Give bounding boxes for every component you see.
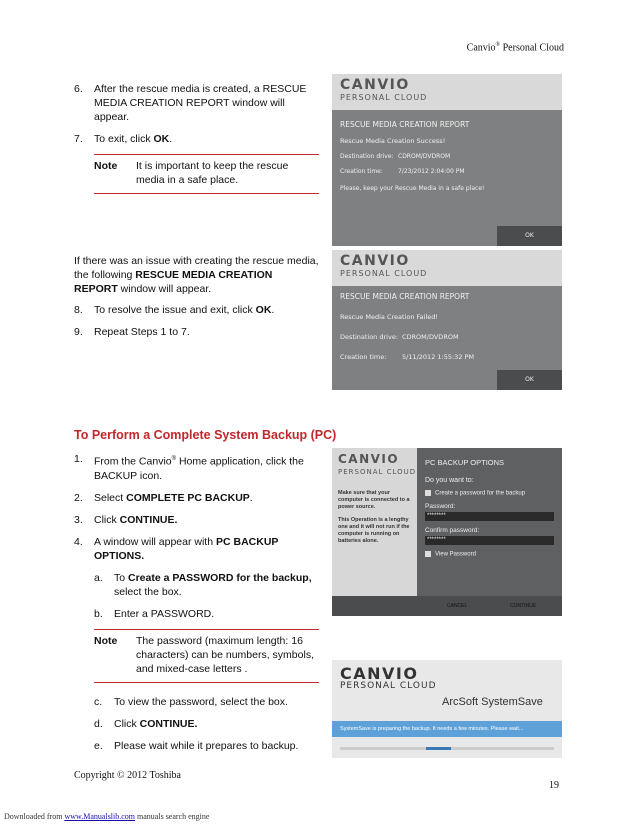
- logo-bar: [332, 74, 562, 110]
- sub-text-post: select the box.: [114, 585, 182, 598]
- rescue-success-screenshot: [332, 74, 562, 246]
- canvio-logo: [338, 452, 423, 488]
- dest-value: CDROM/DVDROM: [402, 333, 459, 341]
- copyright: Copyright © 2012 Toshiba: [74, 770, 181, 781]
- note-box: [94, 634, 319, 683]
- step-number: 6.: [74, 83, 83, 95]
- page-number: 19: [549, 780, 559, 791]
- step-text-post: Home application, click the BACKUP icon.: [94, 455, 304, 482]
- step-7: [74, 132, 319, 146]
- sub-number: a.: [94, 571, 103, 584]
- time-label: Creation time:: [340, 168, 383, 175]
- steps-block-2: [74, 254, 319, 347]
- sub-text: [114, 717, 197, 731]
- dest-row: [332, 333, 562, 341]
- canvio-logo: [340, 78, 427, 103]
- checkbox-icon: [425, 490, 431, 496]
- logo-line-1: CANVIO: [340, 77, 410, 93]
- ok-button[interactable]: OK: [497, 370, 562, 390]
- sub-text: [114, 571, 319, 599]
- logo-line-2: PERSONAL CLOUD: [340, 681, 437, 691]
- ok-button[interactable]: OK: [497, 226, 562, 246]
- create-password-checkbox[interactable]: [417, 484, 562, 497]
- sub-step-c: [94, 695, 319, 709]
- step-number: 9.: [74, 326, 83, 338]
- logo-bar: [332, 250, 562, 286]
- sub-text: Enter a PASSWORD.: [114, 607, 215, 620]
- rescue-failed-screenshot: [332, 250, 562, 390]
- header-brand: Canvio: [466, 42, 496, 54]
- step-number: 1.: [74, 453, 83, 465]
- sub-text-pre: To: [114, 571, 129, 584]
- sub-number: c.: [94, 695, 103, 708]
- logo-line-2: PERSONAL CLOUD: [340, 269, 428, 278]
- report-status: Rescue Media Creation Failed!: [340, 313, 438, 321]
- intro-bold: RESCUE MEDIA CREATION REPORT: [74, 269, 273, 295]
- step-number: 8.: [74, 304, 83, 316]
- step-text-bold: COMPLETE PC BACKUP: [126, 491, 250, 504]
- report-title: RESCUE MEDIA CREATION REPORT: [340, 120, 470, 129]
- checkbox-icon: [425, 551, 431, 557]
- step-text: [94, 535, 319, 563]
- report-title: RESCUE MEDIA CREATION REPORT: [340, 292, 470, 301]
- step-number: 7.: [74, 133, 83, 145]
- note-label: Note: [94, 160, 118, 172]
- logo-line-1: CANVIO: [338, 452, 400, 466]
- note-text: It is important to keep the rescue media in a safe place.: [136, 160, 289, 186]
- sub-step-d: [94, 717, 319, 731]
- sub-text-bold: CONTINUE.: [139, 717, 198, 730]
- cancel-button[interactable]: CANCEL: [447, 603, 468, 609]
- sub-step-b: [94, 607, 319, 621]
- note-text: The password (maximum length: 16 characters) can be numbers, symbols, and mixed-case letters .: [136, 634, 314, 675]
- view-password-label: View Password: [435, 551, 476, 558]
- sub-text-bold: Create a PASSWORD for the backup,: [128, 571, 312, 584]
- header-reg: ®: [495, 42, 501, 48]
- canvio-logo: [340, 666, 437, 691]
- arcsoft-brand: ArcSoft SystemSave: [442, 696, 543, 708]
- download-notice: [4, 812, 209, 821]
- preparing-message: SystemSave is preparing the backup. It needs a few minutes. Please wait...: [332, 721, 562, 737]
- power-message: Make sure that your computer is connected to a power source.: [338, 490, 410, 510]
- dest-label: Destination drive:: [340, 153, 394, 160]
- dest-label: Destination drive:: [340, 333, 399, 341]
- logo-line-2: PERSONAL CLOUD: [340, 93, 428, 102]
- button-bar: [332, 596, 562, 616]
- step-text-post: .: [249, 491, 253, 504]
- note-top-rule: [94, 154, 319, 155]
- sub-step-a: [94, 571, 319, 599]
- step-text-pre: To exit, click: [94, 133, 154, 145]
- continue-button[interactable]: CONTINUE: [510, 603, 537, 609]
- step-6: [74, 82, 319, 124]
- warning-panel: [332, 448, 417, 616]
- battery-message: This Operation is a lengthy one and it will not run if the computer is running on batteries alone.: [338, 517, 410, 544]
- step-1: [74, 452, 319, 483]
- step-text-post: .: [271, 304, 275, 316]
- steps-block-3: [74, 452, 319, 761]
- sub-number: e.: [94, 739, 103, 752]
- logo-line-2: PERSONAL CLOUD: [338, 468, 417, 476]
- step-text-bold: CONTINUE.: [119, 513, 178, 526]
- step-text: [94, 513, 319, 527]
- sub-number: d.: [94, 717, 103, 730]
- step-9: [74, 325, 319, 339]
- step-text-pre: Click: [94, 513, 120, 526]
- step-text: [94, 452, 319, 483]
- time-value: 5/11/2012 1:55:32 PM: [402, 353, 475, 361]
- step-text-pre: A window will appear with: [94, 535, 216, 548]
- confirm-password-label: Confirm password:: [425, 526, 480, 534]
- sub-text: To view the password, select the box.: [114, 695, 288, 708]
- dest-value: CDROM/DVDROM: [398, 153, 451, 160]
- time-row: [332, 168, 562, 175]
- password-input[interactable]: ********: [425, 512, 554, 521]
- step-text-post: .: [169, 133, 173, 145]
- step-text: [94, 132, 319, 146]
- sub-step-e: [94, 739, 319, 753]
- create-password-label: Create a password for the backup: [435, 490, 526, 497]
- step-text: Repeat Steps 1 to 7.: [94, 326, 190, 338]
- header-suffix: Personal Cloud: [500, 42, 564, 54]
- page-header: [467, 42, 564, 53]
- download-post: manuals search engine: [135, 812, 210, 821]
- step-text: [94, 491, 319, 505]
- confirm-password-input[interactable]: ********: [425, 536, 554, 545]
- options-question: Do you want to:: [425, 477, 474, 484]
- logo-line-1: CANVIO: [340, 253, 410, 269]
- sub-text: Please wait while it prepares to backup.: [114, 739, 299, 752]
- pc-backup-options-screenshot: [332, 448, 562, 616]
- failure-intro: [74, 254, 319, 296]
- sub-text-pre: Click: [114, 717, 140, 730]
- step-text-reg: ®: [171, 456, 177, 462]
- step-text-pre: From the Canvio: [94, 455, 172, 468]
- step-text-bold: OK: [153, 133, 170, 145]
- step-text-pre: Select: [94, 491, 127, 504]
- systemsave-preparing-screenshot: [332, 660, 562, 758]
- step-8: [74, 303, 319, 317]
- canvio-logo: [340, 254, 427, 279]
- step-number: 2.: [74, 491, 83, 504]
- step-3: [74, 513, 319, 527]
- time-label: Creation time:: [340, 353, 387, 361]
- progress-bar: [340, 747, 554, 750]
- step-text-bold: PC BACKUP OPTIONS.: [94, 535, 279, 562]
- time-row: [332, 353, 562, 361]
- step-text: [94, 303, 319, 317]
- sub-number: b.: [94, 607, 103, 620]
- view-password-checkbox[interactable]: [417, 545, 562, 558]
- intro-pre: If there was an issue with creating the rescue media, the following: [74, 255, 319, 281]
- step-4: [74, 535, 319, 563]
- progress-fill: [426, 747, 452, 750]
- dest-row: [332, 153, 562, 160]
- step-number: 3.: [74, 513, 83, 526]
- options-panel: [417, 448, 562, 616]
- options-title: PC BACKUP OPTIONS: [425, 458, 505, 467]
- steps-block-1: [74, 82, 319, 202]
- intro-post: window will appear.: [117, 283, 212, 295]
- logo-line-1: CANVIO: [340, 664, 419, 683]
- section-title: To Perform a Complete System Backup (PC): [74, 428, 337, 442]
- note-top-rule: [94, 629, 319, 630]
- note-box: [94, 159, 319, 194]
- password-label: Password:: [425, 502, 456, 510]
- step-number: 4.: [74, 535, 83, 548]
- step-text: After the rescue media is created, a RESCUE MEDIA CREATION REPORT window will appear.: [94, 83, 307, 123]
- time-value: 7/23/2012 2:04:00 PM: [398, 168, 465, 175]
- step-text-pre: To resolve the issue and exit, click: [94, 304, 256, 316]
- keep-message: Please, keep your Rescue Media in a safe place!: [340, 185, 485, 192]
- step-text-bold: OK: [255, 304, 272, 316]
- manualslib-link[interactable]: www.Manualslib.com: [64, 812, 136, 821]
- note-label: Note: [94, 634, 118, 647]
- step-2: [74, 491, 319, 505]
- download-pre: Downloaded from: [4, 812, 65, 821]
- report-status: Rescue Media Creation Success!: [340, 137, 446, 145]
